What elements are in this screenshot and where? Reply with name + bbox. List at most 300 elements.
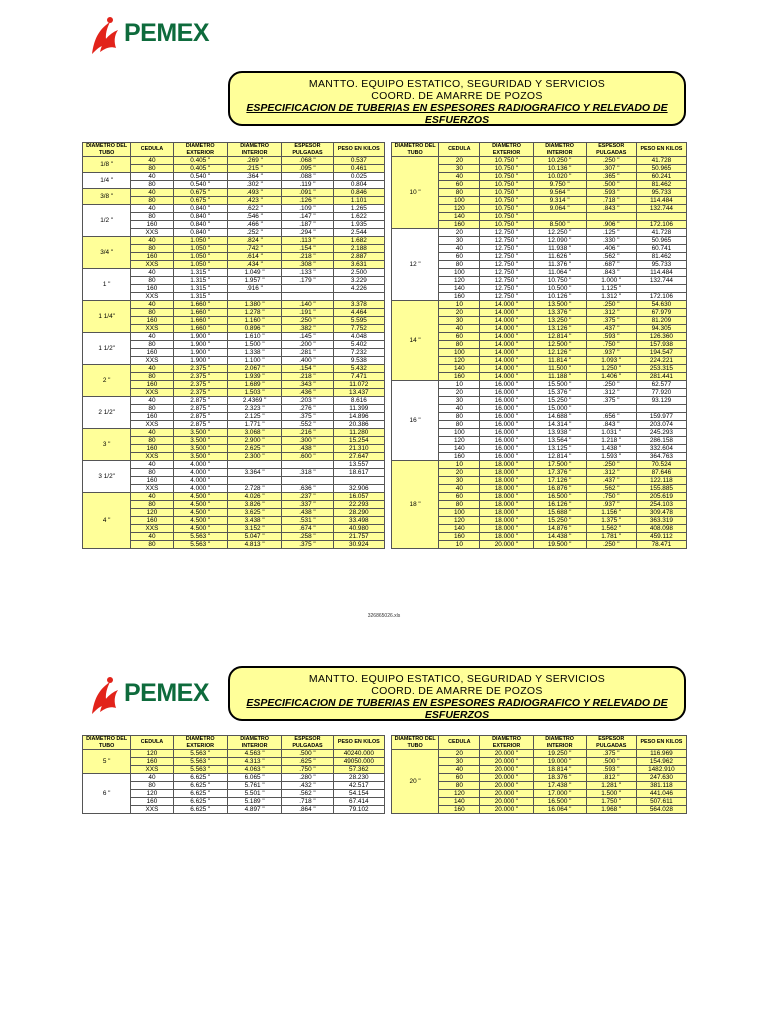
diameter-cell: 12 ": [392, 229, 439, 301]
thickness-cell: .250 ": [586, 381, 636, 389]
diameter-cell: 3/8 ": [83, 189, 131, 205]
column-header: DIAMETRO INTERIOR: [227, 736, 281, 750]
outer-diameter-cell: 14.000 ": [480, 349, 533, 357]
outer-diameter-cell: 10.750 ": [480, 165, 533, 173]
column-header: ESPESOR PULGADAS: [586, 143, 636, 157]
thickness-cell: .718 ": [282, 798, 333, 806]
table-row: [83, 365, 385, 373]
thickness-cell: .250 ": [586, 541, 636, 549]
cedula-cell: XXS: [131, 293, 173, 301]
thickness-cell: .154 ": [282, 245, 333, 253]
thickness-cell: 1.562 ": [586, 525, 636, 533]
outer-diameter-cell: 10.750 ": [480, 221, 533, 229]
weight-cell: 11.399: [333, 405, 384, 413]
thickness-cell: 1.093 ": [586, 357, 636, 365]
inner-diameter-cell: 4.313 ": [227, 758, 281, 766]
diameter-cell: 16 ": [392, 381, 439, 461]
outer-diameter-cell: 20.000 ": [480, 790, 533, 798]
weight-cell: 0.461: [333, 165, 384, 173]
outer-diameter-cell: 16.000 ": [480, 381, 533, 389]
thickness-cell: .500 ": [282, 750, 333, 758]
weight-cell: 247.630: [636, 774, 686, 782]
outer-diameter-cell: 1.050 ": [173, 237, 227, 245]
cedula-cell: 140: [439, 525, 480, 533]
outer-diameter-cell: 18.000 ": [480, 509, 533, 517]
inner-diameter-cell: .269 ": [227, 157, 281, 165]
weight-cell: 8.616: [333, 397, 384, 405]
thickness-cell: .140 ": [282, 301, 333, 309]
weight-cell: 93.129: [636, 397, 686, 405]
cedula-cell: XXS: [131, 229, 173, 237]
outer-diameter-cell: 4.500 ": [173, 525, 227, 533]
outer-diameter-cell: 4.000 ": [173, 477, 227, 485]
outer-diameter-cell: 0.675 ": [173, 189, 227, 197]
cedula-cell: 160: [439, 533, 480, 541]
weight-cell: 7.471: [333, 373, 384, 381]
pemex-eagle-icon: [88, 10, 124, 60]
column-header: DIAMETRO DEL TUBO: [392, 143, 439, 157]
cedula-cell: 40: [131, 493, 173, 501]
inner-diameter-cell: .916 ": [227, 285, 281, 293]
outer-diameter-cell: 20.000 ": [480, 774, 533, 782]
thickness-cell: .437 ": [586, 477, 636, 485]
thickness-cell: .750 ": [586, 493, 636, 501]
thickness-cell: .593 ": [586, 333, 636, 341]
inner-diameter-cell: 4.026 ": [227, 493, 281, 501]
weight-cell: 94.305: [636, 325, 686, 333]
diameter-cell: 2 1/2": [83, 397, 131, 429]
weight-cell: 172.106: [636, 221, 686, 229]
column-header: PESO EN KILOS: [333, 143, 384, 157]
cedula-cell: 10: [439, 541, 480, 549]
header-line-1: MANTTO. EQUIPO ESTATICO, SEGURIDAD Y SERVICIOS: [308, 78, 606, 90]
thickness-cell: .250 ": [586, 157, 636, 165]
outer-diameter-cell: 20.000 ": [480, 782, 533, 790]
thickness-cell: .843 ": [586, 421, 636, 429]
thickness-cell: 1.438 ": [586, 445, 636, 453]
cedula-cell: 40: [131, 533, 173, 541]
column-header: DIAMETRO DEL TUBO: [392, 736, 439, 750]
column-header: CEDULA: [439, 736, 480, 750]
weight-cell: 254.103: [636, 501, 686, 509]
table-row: [83, 301, 385, 309]
weight-cell: 132.744: [636, 277, 686, 285]
weight-cell: 2.500: [333, 269, 384, 277]
outer-diameter-cell: 2.875 ": [173, 405, 227, 413]
inner-diameter-cell: 15.250 ": [533, 397, 586, 405]
inner-diameter-cell: 5.501 ": [227, 790, 281, 798]
inner-diameter-cell: 3.364 ": [227, 469, 281, 477]
diameter-cell: 18 ": [392, 461, 439, 549]
outer-diameter-cell: 0.675 ": [173, 197, 227, 205]
inner-diameter-cell: 12.814 ": [533, 453, 586, 461]
cedula-cell: 20: [439, 309, 480, 317]
sheet-page-2: [0, 660, 768, 830]
column-header: PESO EN KILOS: [636, 143, 686, 157]
inner-diameter-cell: 13.125 ": [533, 445, 586, 453]
weight-cell: 81.209: [636, 317, 686, 325]
outer-diameter-cell: 14.000 ": [480, 309, 533, 317]
inner-diameter-cell: .215 ": [227, 165, 281, 173]
weight-cell: 22.293: [333, 501, 384, 509]
outer-diameter-cell: 2.375 ": [173, 365, 227, 373]
inner-diameter-cell: 11.064 ": [533, 269, 586, 277]
outer-diameter-cell: 1.660 ": [173, 301, 227, 309]
outer-diameter-cell: 6.625 ": [173, 782, 227, 790]
outer-diameter-cell: 3.500 ": [173, 453, 227, 461]
weight-cell: 54.630: [636, 301, 686, 309]
outer-diameter-cell: 16.000 ": [480, 445, 533, 453]
inner-diameter-cell: 14.688 ": [533, 413, 586, 421]
thickness-cell: 1.281 ": [586, 782, 636, 790]
cedula-cell: 120: [131, 509, 173, 517]
column-header: DIAMETRO DEL TUBO: [83, 736, 131, 750]
weight-cell: 364.763: [636, 453, 686, 461]
cedula-cell: 40: [439, 325, 480, 333]
thickness-cell: .133 ": [282, 269, 333, 277]
inner-diameter-cell: [533, 213, 586, 221]
inner-diameter-cell: 2.4369 ": [227, 397, 281, 405]
weight-cell: 79.102: [333, 806, 384, 814]
diameter-cell: 1 1/2": [83, 333, 131, 365]
column-header: DIAMETRO INTERIOR: [533, 143, 586, 157]
weight-cell: 87.646: [636, 469, 686, 477]
outer-diameter-cell: 14.000 ": [480, 357, 533, 365]
cedula-cell: 100: [439, 197, 480, 205]
cedula-cell: 40: [131, 301, 173, 309]
diameter-cell: 3 1/2": [83, 461, 131, 493]
outer-diameter-cell: 2.875 ": [173, 421, 227, 429]
column-header: PESO EN KILOS: [333, 736, 384, 750]
weight-cell: 0.025: [333, 173, 384, 181]
thickness-cell: .318 ": [282, 469, 333, 477]
cedula-cell: 80: [131, 277, 173, 285]
cedula-cell: 40: [131, 157, 173, 165]
cedula-cell: 60: [439, 333, 480, 341]
weight-cell: [333, 477, 384, 485]
cedula-cell: 80: [131, 165, 173, 173]
weight-cell: 2.887: [333, 253, 384, 261]
weight-cell: 122.118: [636, 477, 686, 485]
inner-diameter-cell: 6.065 ": [227, 774, 281, 782]
cedula-cell: 30: [439, 477, 480, 485]
inner-diameter-cell: 4.063 ": [227, 766, 281, 774]
inner-diameter-cell: [227, 461, 281, 469]
thickness-cell: .216 ": [282, 429, 333, 437]
weight-cell: 1.682: [333, 237, 384, 245]
header-line-2: COORD. DE AMARRE DE POZOS: [371, 685, 543, 697]
thickness-cell: .843 ": [586, 205, 636, 213]
thickness-cell: .718 ": [586, 197, 636, 205]
cedula-cell: 140: [439, 213, 480, 221]
thickness-cell: .312 ": [586, 389, 636, 397]
inner-diameter-cell: 1.771 ": [227, 421, 281, 429]
thickness-cell: .250 ": [282, 317, 333, 325]
inner-diameter-cell: 9.750 ": [533, 181, 586, 189]
pipe-table-right: [391, 735, 687, 814]
cedula-cell: 40: [439, 485, 480, 493]
thickness-cell: .625 ": [282, 758, 333, 766]
inner-diameter-cell: 1.500 ": [227, 341, 281, 349]
outer-diameter-cell: 2.875 ": [173, 397, 227, 405]
outer-diameter-cell: 14.000 ": [480, 373, 533, 381]
inner-diameter-cell: .622 ": [227, 205, 281, 213]
outer-diameter-cell: 0.405 ": [173, 157, 227, 165]
table-row: [83, 429, 385, 437]
thickness-cell: 1.406 ": [586, 373, 636, 381]
thickness-cell: 1.968 ": [586, 806, 636, 814]
cedula-cell: 120: [131, 790, 173, 798]
outer-diameter-cell: 10.750 ": [480, 197, 533, 205]
thickness-cell: .109 ": [282, 205, 333, 213]
inner-diameter-cell: 3.152 ": [227, 525, 281, 533]
thickness-cell: [282, 293, 333, 301]
cedula-cell: XXS: [131, 325, 173, 333]
column-header: DIAMETRO DEL TUBO: [83, 143, 131, 157]
inner-diameter-cell: 16.500 ": [533, 493, 586, 501]
outer-diameter-cell: 4.000 ": [173, 485, 227, 493]
weight-cell: [636, 405, 686, 413]
thickness-cell: [586, 405, 636, 413]
outer-diameter-cell: 14.000 ": [480, 301, 533, 309]
weight-cell: 224.221: [636, 357, 686, 365]
inner-diameter-cell: 15.688 ": [533, 509, 586, 517]
diameter-cell: 1/8 ": [83, 157, 131, 173]
outer-diameter-cell: 14.000 ": [480, 317, 533, 325]
diameter-cell: 20 ": [392, 750, 439, 814]
table-row: [83, 157, 385, 165]
outer-diameter-cell: 5.563 ": [173, 766, 227, 774]
inner-diameter-cell: 12.500 ": [533, 341, 586, 349]
diameter-cell: 2 ": [83, 365, 131, 397]
weight-cell: 332.604: [636, 445, 686, 453]
cedula-cell: XXS: [131, 261, 173, 269]
cedula-cell: 30: [439, 165, 480, 173]
thickness-cell: .119 ": [282, 181, 333, 189]
column-header: ESPESOR PULGADAS: [282, 736, 333, 750]
outer-diameter-cell: 3.500 ": [173, 429, 227, 437]
thickness-cell: 1.750 ": [586, 798, 636, 806]
outer-diameter-cell: 18.000 ": [480, 501, 533, 509]
outer-diameter-cell: 18.000 ": [480, 469, 533, 477]
inner-diameter-cell: 4.813 ": [227, 541, 281, 549]
thickness-cell: .307 ": [586, 165, 636, 173]
inner-diameter-cell: [227, 477, 281, 485]
cedula-cell: 160: [439, 373, 480, 381]
outer-diameter-cell: 5.563 ": [173, 758, 227, 766]
column-header: DIAMETRO INTERIOR: [227, 143, 281, 157]
thickness-cell: .203 ": [282, 397, 333, 405]
inner-diameter-cell: 11.938 ": [533, 245, 586, 253]
cedula-cell: 20: [439, 389, 480, 397]
thickness-cell: .095 ": [282, 165, 333, 173]
column-header: CEDULA: [131, 143, 173, 157]
pipe-table-right: [391, 142, 687, 549]
outer-diameter-cell: 1.315 ": [173, 269, 227, 277]
inner-diameter-cell: 12.090 ": [533, 237, 586, 245]
outer-diameter-cell: 6.625 ": [173, 790, 227, 798]
thickness-cell: .562 ": [282, 790, 333, 798]
weight-cell: [333, 293, 384, 301]
thickness-cell: 1.500 ": [586, 790, 636, 798]
cedula-cell: 60: [439, 253, 480, 261]
cedula-cell: 80: [439, 341, 480, 349]
inner-diameter-cell: 3.438 ": [227, 517, 281, 525]
inner-diameter-cell: 4.897 ": [227, 806, 281, 814]
cedula-cell: 120: [439, 205, 480, 213]
outer-diameter-cell: 20.000 ": [480, 806, 533, 814]
inner-diameter-cell: 17.000 ": [533, 790, 586, 798]
outer-diameter-cell: 10.750 ": [480, 205, 533, 213]
inner-diameter-cell: 18.814 ": [533, 766, 586, 774]
thickness-cell: .687 ": [586, 261, 636, 269]
pipe-table-left: [82, 735, 385, 814]
inner-diameter-cell: 3.625 ": [227, 509, 281, 517]
thickness-cell: .276 ": [282, 405, 333, 413]
outer-diameter-cell: 1.050 ": [173, 261, 227, 269]
thickness-cell: .864 ": [282, 806, 333, 814]
inner-diameter-cell: 16.500 ": [533, 798, 586, 806]
diameter-cell: 3 ": [83, 429, 131, 461]
outer-diameter-cell: 12.750 ": [480, 237, 533, 245]
outer-diameter-cell: 1.900 ": [173, 349, 227, 357]
weight-cell: 28.290: [333, 509, 384, 517]
cedula-cell: 160: [439, 806, 480, 814]
weight-cell: 203.074: [636, 421, 686, 429]
inner-diameter-cell: 14.438 ": [533, 533, 586, 541]
weight-cell: 60.741: [636, 245, 686, 253]
cedula-cell: 140: [439, 798, 480, 806]
weight-cell: 172.106: [636, 293, 686, 301]
cedula-cell: 80: [131, 782, 173, 790]
thickness-cell: .400 ": [282, 357, 333, 365]
weight-cell: 70.524: [636, 461, 686, 469]
inner-diameter-cell: 11.626 ": [533, 253, 586, 261]
inner-diameter-cell: 2.728 ": [227, 485, 281, 493]
weight-cell: 32.906: [333, 485, 384, 493]
thickness-cell: [282, 461, 333, 469]
cedula-cell: 160: [131, 253, 173, 261]
cedula-cell: 160: [131, 517, 173, 525]
weight-cell: 114.484: [636, 197, 686, 205]
cedula-cell: 160: [131, 413, 173, 421]
outer-diameter-cell: 5.563 ": [173, 541, 227, 549]
outer-diameter-cell: 1.660 ": [173, 309, 227, 317]
header-line-1: MANTTO. EQUIPO ESTATICO, SEGURIDAD Y SERVICIOS: [308, 673, 606, 685]
outer-diameter-cell: 4.000 ": [173, 469, 227, 477]
cedula-cell: 30: [439, 317, 480, 325]
inner-diameter-cell: 5.047 ": [227, 533, 281, 541]
inner-diameter-cell: 15.376 ": [533, 389, 586, 397]
inner-diameter-cell: 13.564 ": [533, 437, 586, 445]
inner-diameter-cell: 4.563 ": [227, 750, 281, 758]
weight-cell: 11.072: [333, 381, 384, 389]
table-row: [83, 173, 385, 181]
thickness-cell: .191 ": [282, 309, 333, 317]
thickness-cell: .281 ": [282, 349, 333, 357]
inner-diameter-cell: .434 ": [227, 261, 281, 269]
weight-cell: 41.728: [636, 157, 686, 165]
weight-cell: 81.462: [636, 181, 686, 189]
outer-diameter-cell: 18.000 ": [480, 485, 533, 493]
inner-diameter-cell: 16.064 ": [533, 806, 586, 814]
thickness-cell: .382 ": [282, 325, 333, 333]
cedula-cell: 30: [439, 237, 480, 245]
outer-diameter-cell: 12.750 ": [480, 293, 533, 301]
column-header: ESPESOR PULGADAS: [282, 143, 333, 157]
weight-cell: 13.557: [333, 461, 384, 469]
inner-diameter-cell: 2.323 ": [227, 405, 281, 413]
cedula-cell: 40: [131, 774, 173, 782]
inner-diameter-cell: 1.503 ": [227, 389, 281, 397]
cedula-cell: 160: [131, 317, 173, 325]
table-row: [392, 301, 687, 309]
inner-diameter-cell: 17.126 ": [533, 477, 586, 485]
thickness-cell: .375 ": [586, 397, 636, 405]
pemex-eagle-icon: [88, 670, 124, 720]
outer-diameter-cell: 1.900 ": [173, 333, 227, 341]
outer-diameter-cell: 12.750 ": [480, 277, 533, 285]
cedula-cell: 140: [439, 445, 480, 453]
outer-diameter-cell: 16.000 ": [480, 413, 533, 421]
pipe-table-left: [82, 142, 385, 549]
cedula-cell: 120: [439, 357, 480, 365]
cedula-cell: 120: [439, 277, 480, 285]
inner-diameter-cell: 12.126 ": [533, 349, 586, 357]
thickness-cell: .113 ": [282, 237, 333, 245]
outer-diameter-cell: 20.000 ": [480, 541, 533, 549]
thickness-cell: .375 ": [586, 750, 636, 758]
diameter-cell: 5 ": [83, 750, 131, 774]
inner-diameter-cell: 1.957 ": [227, 277, 281, 285]
weight-cell: 57.362: [333, 766, 384, 774]
thickness-cell: 1.218 ": [586, 437, 636, 445]
thickness-cell: .300 ": [282, 437, 333, 445]
cedula-cell: 80: [131, 197, 173, 205]
cedula-cell: 100: [439, 269, 480, 277]
thickness-cell: 1.312 ": [586, 293, 636, 301]
thickness-cell: .636 ": [282, 485, 333, 493]
thickness-cell: .312 ": [586, 309, 636, 317]
cedula-cell: 160: [131, 285, 173, 293]
inner-diameter-cell: 15.000 ": [533, 405, 586, 413]
cedula-cell: 100: [439, 429, 480, 437]
weight-cell: 309.478: [636, 509, 686, 517]
thickness-cell: .593 ": [586, 766, 636, 774]
outer-diameter-cell: 20.000 ": [480, 798, 533, 806]
weight-cell: 126.360: [636, 333, 686, 341]
outer-diameter-cell: 20.000 ": [480, 758, 533, 766]
inner-diameter-cell: [227, 293, 281, 301]
logo-text: PEMEX: [124, 19, 210, 47]
file-name: 326865026.xls: [367, 613, 401, 619]
cedula-cell: 40: [131, 237, 173, 245]
thickness-cell: [282, 477, 333, 485]
inner-diameter-cell: 19.000 ": [533, 758, 586, 766]
cedula-cell: 40: [131, 461, 173, 469]
cedula-cell: 40: [439, 173, 480, 181]
outer-diameter-cell: 12.750 ": [480, 229, 533, 237]
thickness-cell: .330 ": [586, 237, 636, 245]
outer-diameter-cell: 16.000 ": [480, 397, 533, 405]
inner-diameter-cell: 13.500 ": [533, 301, 586, 309]
thickness-cell: .294 ": [282, 229, 333, 237]
cedula-cell: XXS: [131, 806, 173, 814]
outer-diameter-cell: 10.750 ": [480, 181, 533, 189]
weight-cell: 33.498: [333, 517, 384, 525]
outer-diameter-cell: 18.000 ": [480, 533, 533, 541]
outer-diameter-cell: 20.000 ": [480, 766, 533, 774]
